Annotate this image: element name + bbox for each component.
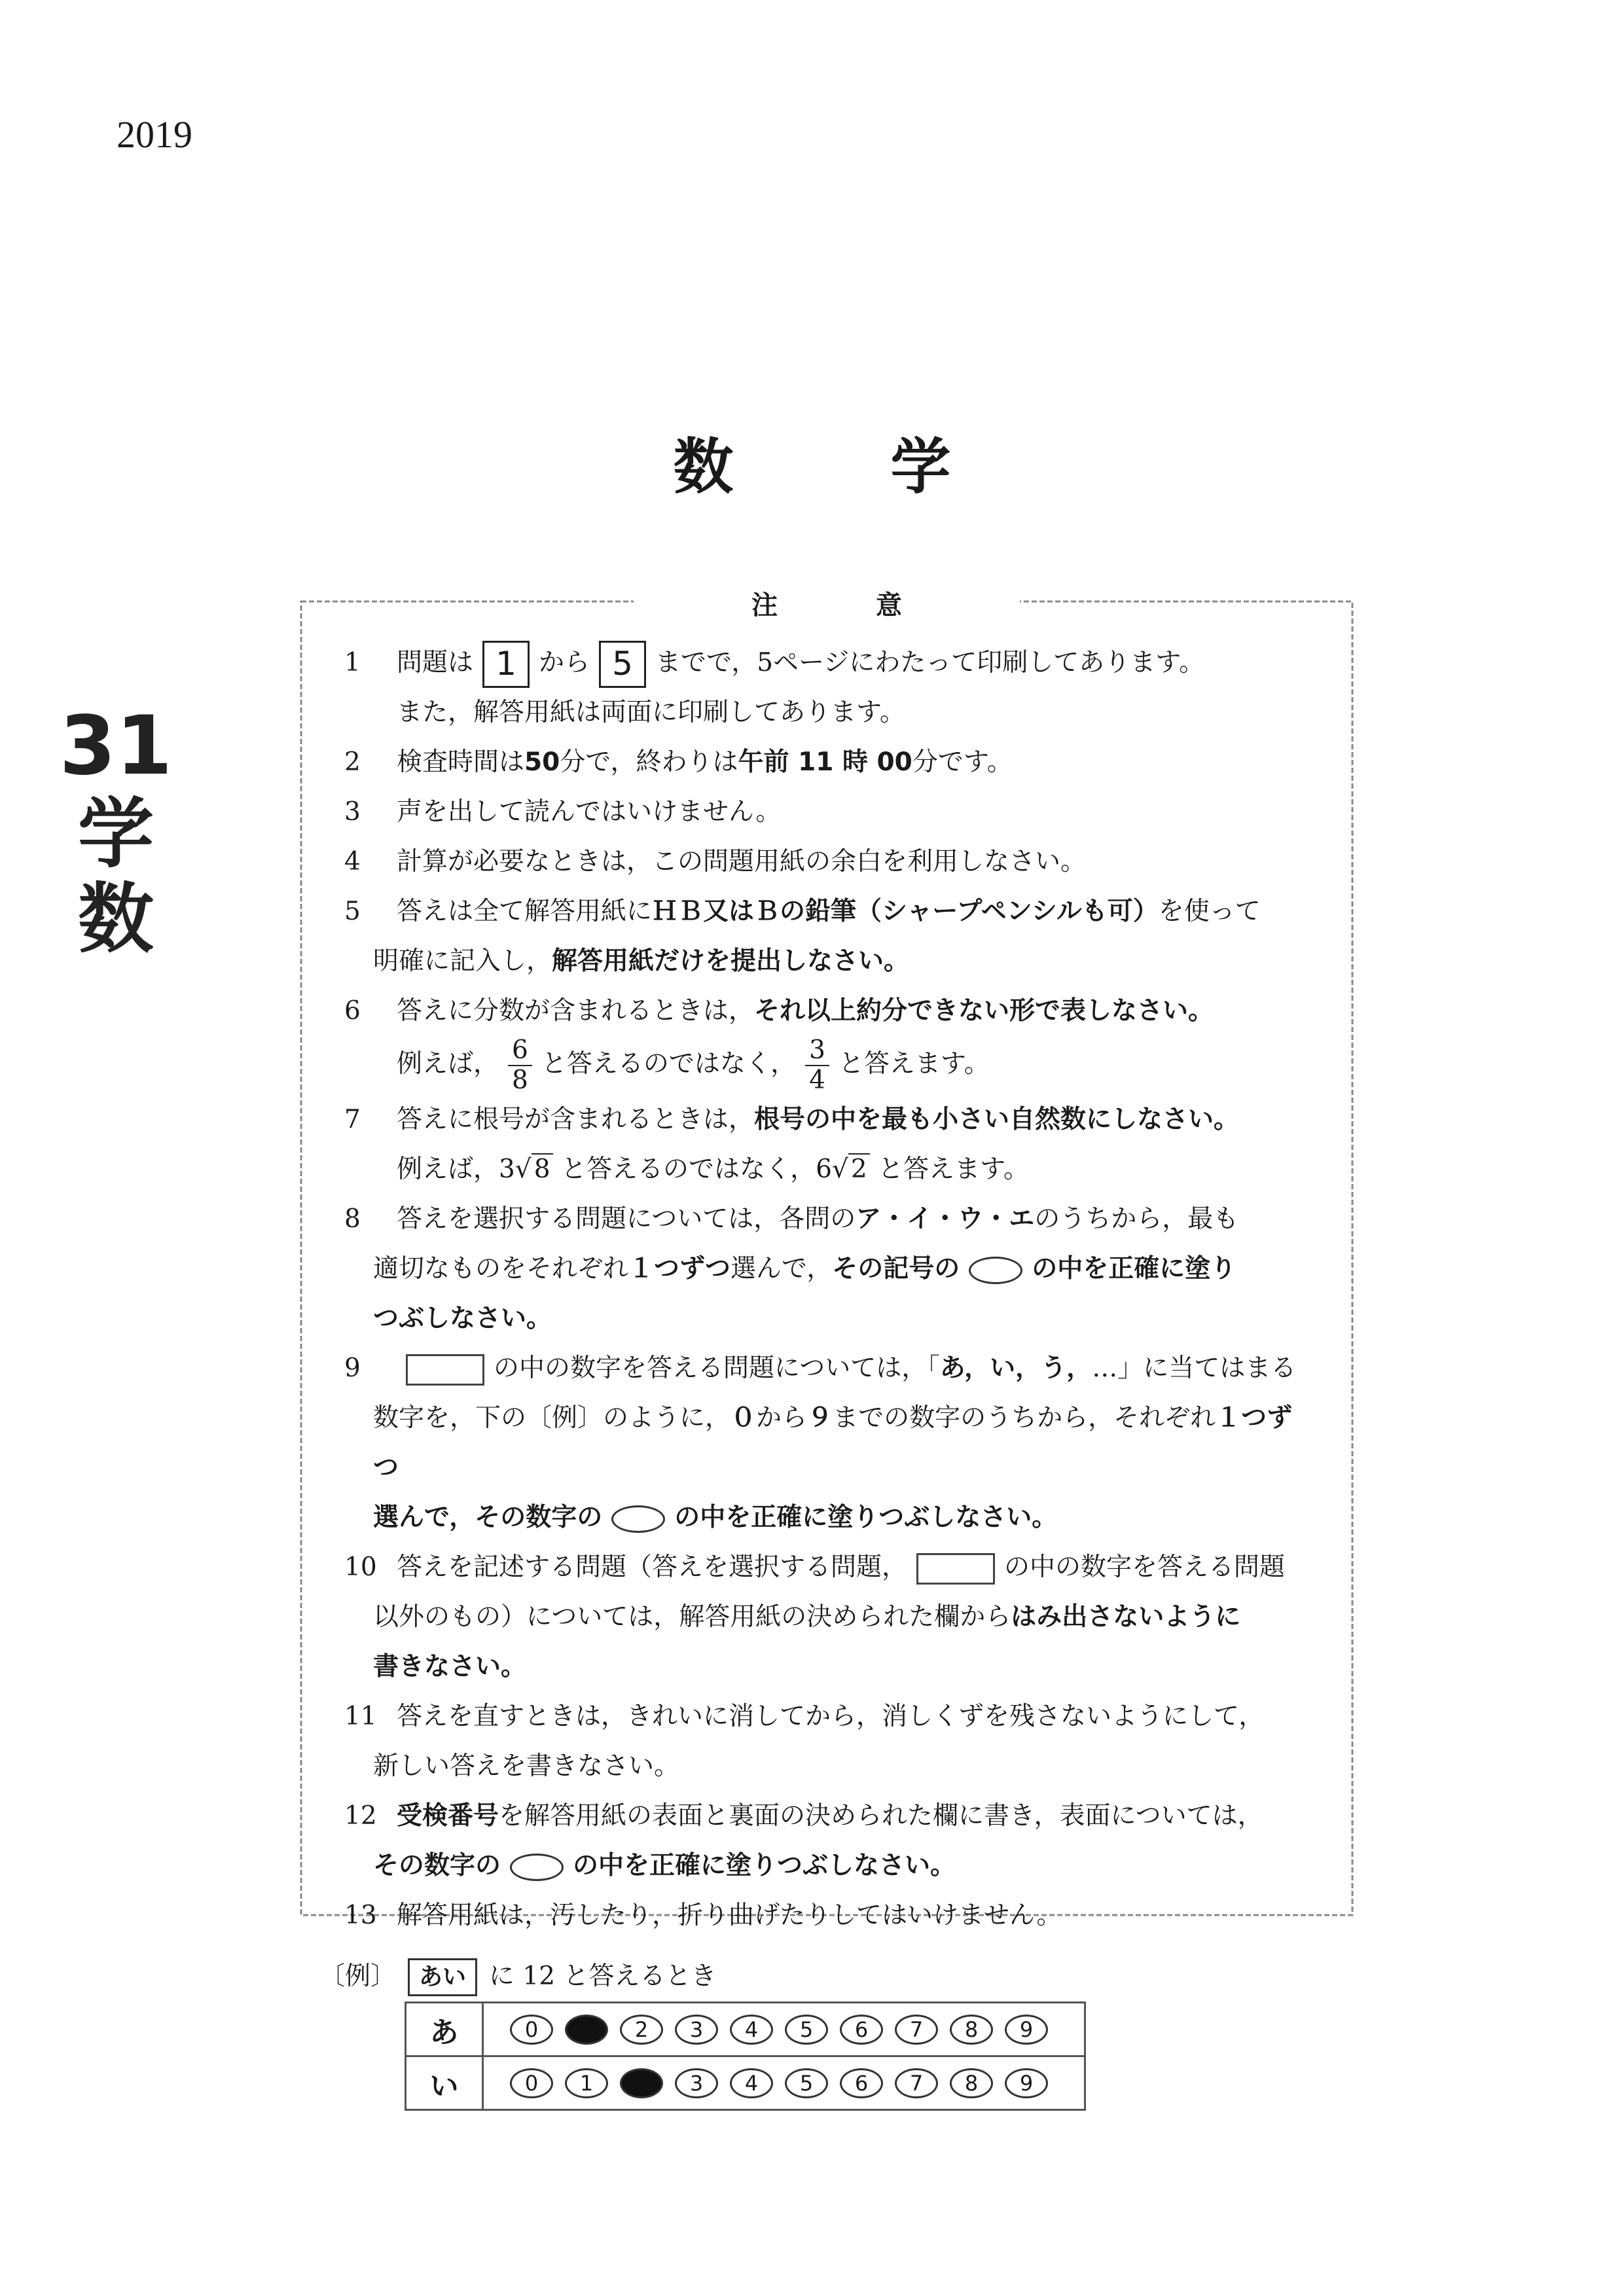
item-bold: 50 <box>524 747 560 777</box>
item-text: …」に当てはまる <box>1092 1354 1297 1383</box>
item-number: 4 <box>344 847 361 876</box>
item-text: と答えます。 <box>838 1049 990 1079</box>
notice-item <box>344 1344 1307 1543</box>
item-text: 問題は <box>397 648 474 677</box>
side-code-number: 31 <box>59 699 173 793</box>
answer-bubble: 7 <box>895 2068 938 2098</box>
example-answer-table <box>405 2001 1086 2111</box>
item-text: 答えに分数が含まれるときは， <box>397 996 755 1026</box>
oval-mark-icon <box>611 1505 665 1533</box>
item-text: 答えを直すときは，きれいに消してから，消しくずを残さないようにして， <box>397 1702 1265 1731</box>
answer-bubble: 0 <box>510 2015 553 2045</box>
item-number: 1 <box>344 648 361 677</box>
item-text: 適切なものをそれぞれ <box>373 1254 629 1283</box>
item-text: 答えを選択する問題については，各問の <box>397 1204 856 1234</box>
item-text: を解答用紙の表面と裏面の決められた欄に書き，表面については， <box>499 1801 1263 1831</box>
item-bold: 解答用紙だけを提出しなさい。 <box>552 946 910 976</box>
side-code <box>41 700 191 962</box>
item-text: までの数字のうちから，それぞれ <box>833 1403 1216 1433</box>
root-radicand: 2 <box>848 1153 870 1184</box>
notice-item <box>344 1791 1307 1891</box>
item-text: 分です。 <box>912 747 1013 777</box>
notice-item <box>344 986 1307 1095</box>
item-bold: つぶしなさい。 <box>373 1304 552 1333</box>
side-code-text: 学数 <box>78 790 154 963</box>
item-bold: 午前 11 時 00 <box>738 747 912 777</box>
item-number: 6 <box>344 996 361 1026</box>
notice-item <box>344 1692 1307 1791</box>
item-text: 解答用紙は，汚したり，折り曲げたりしてはいけません。 <box>397 1901 1062 1930</box>
oval-mark-icon <box>510 1854 564 1881</box>
notice-item <box>344 837 1307 887</box>
item-text: 例えば， <box>397 1155 499 1184</box>
answer-bubble: 2 <box>620 2068 663 2098</box>
item-bold: ０ <box>731 1403 757 1433</box>
bubble-row <box>483 2056 1085 2110</box>
answer-bubble: 0 <box>510 2068 553 2098</box>
item-text: と答えるのではなく， <box>541 1049 797 1079</box>
item-text: 答えは全て解答用紙に <box>397 897 653 926</box>
notice-box <box>298 590 1355 1930</box>
root-coefficient: 3 <box>499 1155 515 1184</box>
answer-bubble: 7 <box>895 2015 938 2045</box>
item-text: 数字を，下の〔例〕のように， <box>373 1403 731 1433</box>
item-bold: １つずつ <box>373 1403 1293 1482</box>
item-bold: 受検番号 <box>397 1801 499 1831</box>
item-text: 答えに根号が含まれるときは， <box>397 1105 755 1134</box>
item-bold: ９ <box>807 1403 833 1433</box>
item-text: 検査時間は <box>397 747 525 777</box>
notice-item <box>344 738 1307 787</box>
item-text: 例えば， <box>397 1049 499 1079</box>
item-text: 新しい答えを書きなさい。 <box>373 1751 680 1781</box>
item-text: 声を出して読んではいけません。 <box>397 797 782 827</box>
item-bold: の中を正確に塗りつぶしなさい。 <box>674 1503 1058 1532</box>
row-key: い <box>406 2056 483 2110</box>
root-coefficient: 6 <box>816 1155 832 1184</box>
item-number: 7 <box>344 1105 361 1134</box>
item-number: 3 <box>344 797 361 827</box>
first-page-box: 1 <box>482 641 530 688</box>
item-text: 分で，終わりは <box>560 747 738 777</box>
item-number: 8 <box>344 1204 361 1234</box>
answer-bubble: 1 <box>565 2068 608 2098</box>
item-bold: はみ出さないように <box>1011 1602 1241 1632</box>
item-bold: 根号の中を最も小さい自然数にしなさい。 <box>754 1105 1240 1134</box>
item-text: 計算が必要なときは，この問題用紙の余白を利用しなさい。 <box>397 847 1087 876</box>
notice-item <box>344 1543 1307 1692</box>
fraction-numerator: 6 <box>508 1036 532 1066</box>
answer-bubble: 2 <box>620 2015 663 2045</box>
fraction-numerator: 3 <box>805 1036 829 1066</box>
example-caption <box>319 1956 716 1996</box>
item-bold: １つずつ <box>628 1254 731 1283</box>
sqrt-symbol: √ <box>514 1155 532 1184</box>
item-text: 選んで， <box>731 1254 833 1283</box>
item-bold: それ以上約分できない形で表しなさい。 <box>754 996 1214 1026</box>
notice-item <box>344 638 1307 738</box>
notice-heading: 注意 <box>634 590 1020 620</box>
example-label: 〔例〕 <box>319 1962 397 1991</box>
answer-bubble: 8 <box>950 2015 993 2045</box>
item-text: 以外のもの）については，解答用紙の決められた欄から <box>373 1602 1011 1632</box>
page-title: 数学 <box>673 432 1108 502</box>
notice-item <box>344 1095 1307 1194</box>
answer-bubble: 9 <box>1005 2015 1048 2045</box>
item-text: 明確に記入し， <box>373 946 552 976</box>
answer-bubble: 3 <box>675 2068 718 2098</box>
sqrt-symbol: √ <box>832 1155 848 1184</box>
item-bold: ＨＢ又はＢの鉛筆（シャープペンシルも可） <box>652 897 1159 926</box>
answer-bubble: 4 <box>730 2068 773 2098</box>
item-bold: その数字の <box>373 1851 501 1880</box>
answer-box-icon <box>916 1553 995 1585</box>
row-key: あ <box>406 2003 483 2056</box>
answer-bubble: 5 <box>785 2068 828 2098</box>
item-text: また，解答用紙は両面に印刷してあります。 <box>397 698 905 727</box>
answer-bubble: 4 <box>730 2015 773 2045</box>
fraction-6-8 <box>508 1036 532 1095</box>
item-text: と答えるのではなく， <box>560 1155 816 1184</box>
example-row <box>406 2056 1085 2110</box>
answer-bubble: 1 <box>565 2015 608 2045</box>
answer-bubble: 5 <box>785 2015 828 2045</box>
item-number: 11 <box>344 1702 377 1731</box>
example-text: に 12 と答えるとき <box>489 1962 717 1991</box>
item-bold: の中を正確に塗りつぶしなさい。 <box>573 1851 956 1880</box>
item-text: から <box>756 1403 808 1433</box>
root-radicand: 8 <box>532 1153 553 1184</box>
answer-bubble: 6 <box>840 2015 883 2045</box>
item-number: 2 <box>344 747 361 777</box>
notice-item <box>344 1891 1307 1941</box>
item-number: 10 <box>344 1552 377 1582</box>
item-text: の中の数字を答える問題については，「 <box>494 1354 940 1383</box>
fraction-denominator: 8 <box>512 1066 528 1095</box>
item-text: 答えを記述する問題（答えを選択する問題， <box>397 1552 908 1582</box>
notice-item <box>344 1194 1307 1344</box>
item-text: を使って <box>1158 897 1261 926</box>
answer-bubble: 3 <box>675 2015 718 2045</box>
notice-item <box>344 787 1307 837</box>
item-text: までで，5ページにわたって印刷してあります。 <box>655 648 1205 677</box>
item-number: 12 <box>344 1801 377 1831</box>
item-bold: ア・イ・ウ・エ <box>856 1204 1035 1234</box>
item-text: の中の数字を答える問題 <box>1004 1552 1286 1582</box>
fraction-3-4 <box>805 1036 829 1095</box>
item-text: のうちから，最も <box>1034 1204 1239 1234</box>
notice-item <box>344 887 1307 986</box>
item-bold: の中を正確に塗り <box>1032 1254 1236 1283</box>
item-bold: 書きなさい。 <box>373 1652 527 1681</box>
item-bold: あ，い，う， <box>939 1354 1092 1383</box>
fraction-denominator: 4 <box>809 1066 825 1095</box>
bubble-row <box>483 2003 1085 2056</box>
item-number: 13 <box>344 1901 377 1930</box>
item-number: 9 <box>344 1354 361 1383</box>
item-text: から <box>539 648 590 677</box>
answer-bubble: 8 <box>950 2068 993 2098</box>
example-row <box>406 2003 1085 2056</box>
notice-list <box>344 638 1307 1941</box>
oval-mark-icon <box>969 1257 1022 1284</box>
answer-bubble: 6 <box>840 2068 883 2098</box>
example-answer-box: あい <box>408 1958 477 1996</box>
answer-box-icon <box>406 1354 484 1386</box>
item-bold: その記号の <box>832 1254 960 1283</box>
answer-bubble: 9 <box>1005 2068 1048 2098</box>
year-label: 2019 <box>117 113 192 156</box>
last-page-box: 5 <box>599 641 646 688</box>
item-bold: 選んで，その数字の <box>373 1503 603 1532</box>
item-text: と答えます。 <box>878 1155 1029 1184</box>
item-number: 5 <box>344 897 361 926</box>
